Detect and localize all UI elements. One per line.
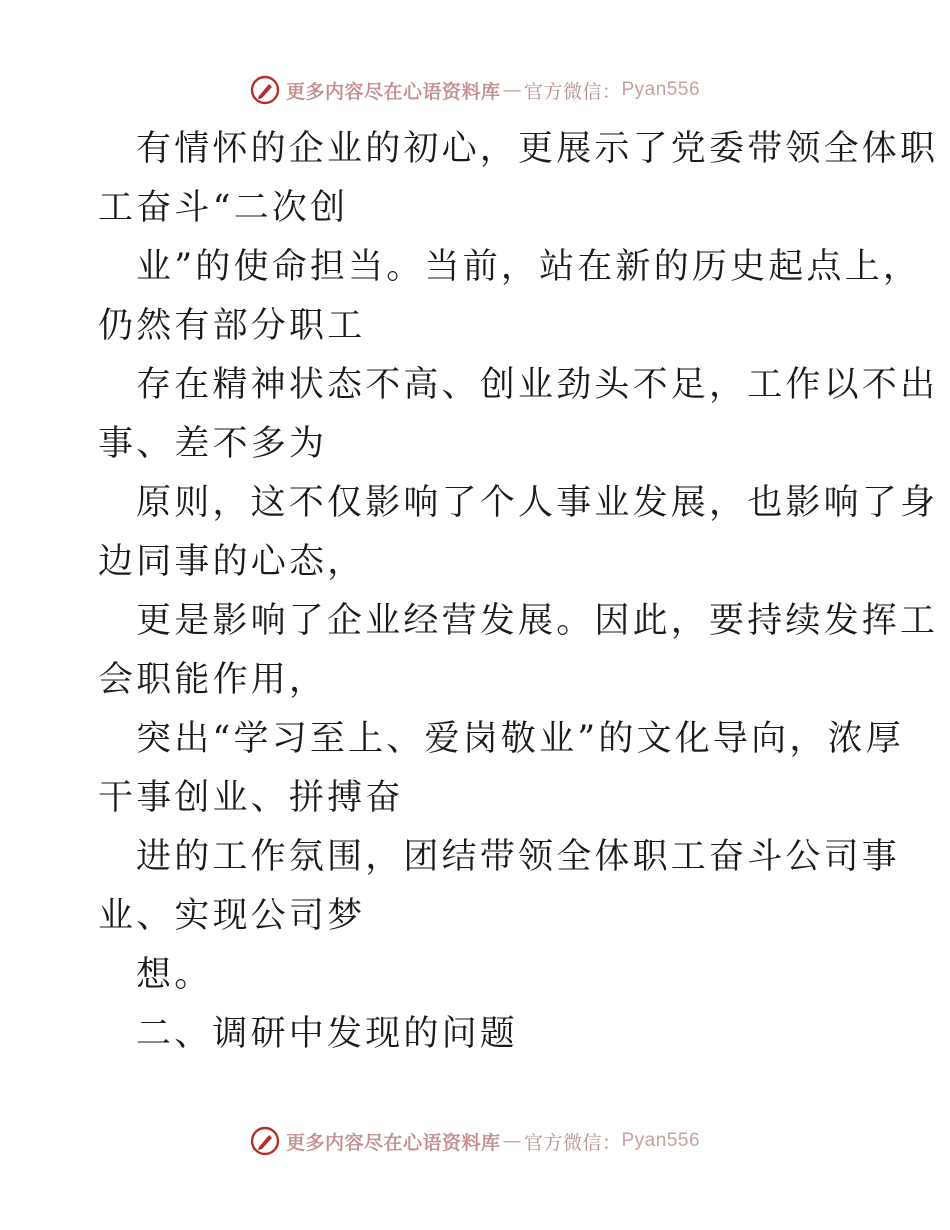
paragraph-line: 突出“学习至上、爱岗敬业”的文化导向，浓厚 — [136, 719, 904, 759]
paragraph-line: 干事创业、拼搏奋 — [98, 778, 404, 818]
paragraph-7 — [98, 828, 901, 946]
paragraph-line: 有情怀的企业的初心，更展示了党委带领全体职 — [136, 129, 939, 169]
paragraph-line: 进的工作氛围，团结带领全体职工奋斗公司事 — [136, 837, 901, 877]
paragraph-line: 边同事的心态， — [98, 542, 366, 582]
paragraph-line: 业”的使命担当。当前，站在新的历史起点上， — [136, 247, 922, 287]
heading-text: 二、调研中发现的问题 — [136, 1014, 519, 1054]
header-brand: 更多内容尽在心语资料库 — [285, 80, 501, 103]
paragraph-line: 想。 — [136, 955, 213, 995]
header-banner — [0, 70, 950, 110]
header-wechat-id: Pyan556 — [621, 79, 701, 100]
document-body — [98, 120, 939, 1064]
paragraph-line: 工奋斗“二次创 — [98, 188, 349, 228]
footer-banner — [0, 1121, 950, 1161]
paragraph-4 — [98, 474, 939, 592]
paragraph-6 — [98, 710, 904, 828]
header-separator: — — [502, 79, 522, 101]
footer-brand: 更多内容尽在心语资料库 — [285, 1131, 501, 1154]
paragraph-line: 更是影响了企业经营发展。因此，要持续发挥工 — [136, 601, 939, 641]
paragraph-line: 原则，这不仅影响了个人事业发展，也影响了身 — [136, 483, 939, 523]
paragraph-line: 业、实现公司梦 — [98, 896, 366, 936]
paragraph-3 — [98, 356, 939, 474]
paragraph-5 — [98, 592, 939, 710]
paragraph-line: 存在精神状态不高、创业劲头不足，工作以不出 — [136, 365, 939, 405]
paragraph-line: 仍然有部分职工 — [98, 306, 366, 346]
paragraph-2 — [98, 238, 922, 356]
footer-wechat-label: 官方微信： — [523, 1131, 622, 1154]
footer-separator: — — [502, 1130, 522, 1152]
paragraph-1 — [98, 120, 939, 238]
paragraph-8 — [98, 946, 858, 1005]
paragraph-line: 事、差不多为 — [98, 424, 328, 464]
footer-wechat-id: Pyan556 — [621, 1130, 701, 1151]
header-wechat-label: 官方微信： — [523, 80, 622, 103]
pen-logo-icon — [250, 1126, 280, 1156]
pen-logo-icon — [250, 75, 280, 105]
paragraph-line: 会职能作用， — [98, 660, 328, 700]
section-heading — [98, 1005, 858, 1064]
